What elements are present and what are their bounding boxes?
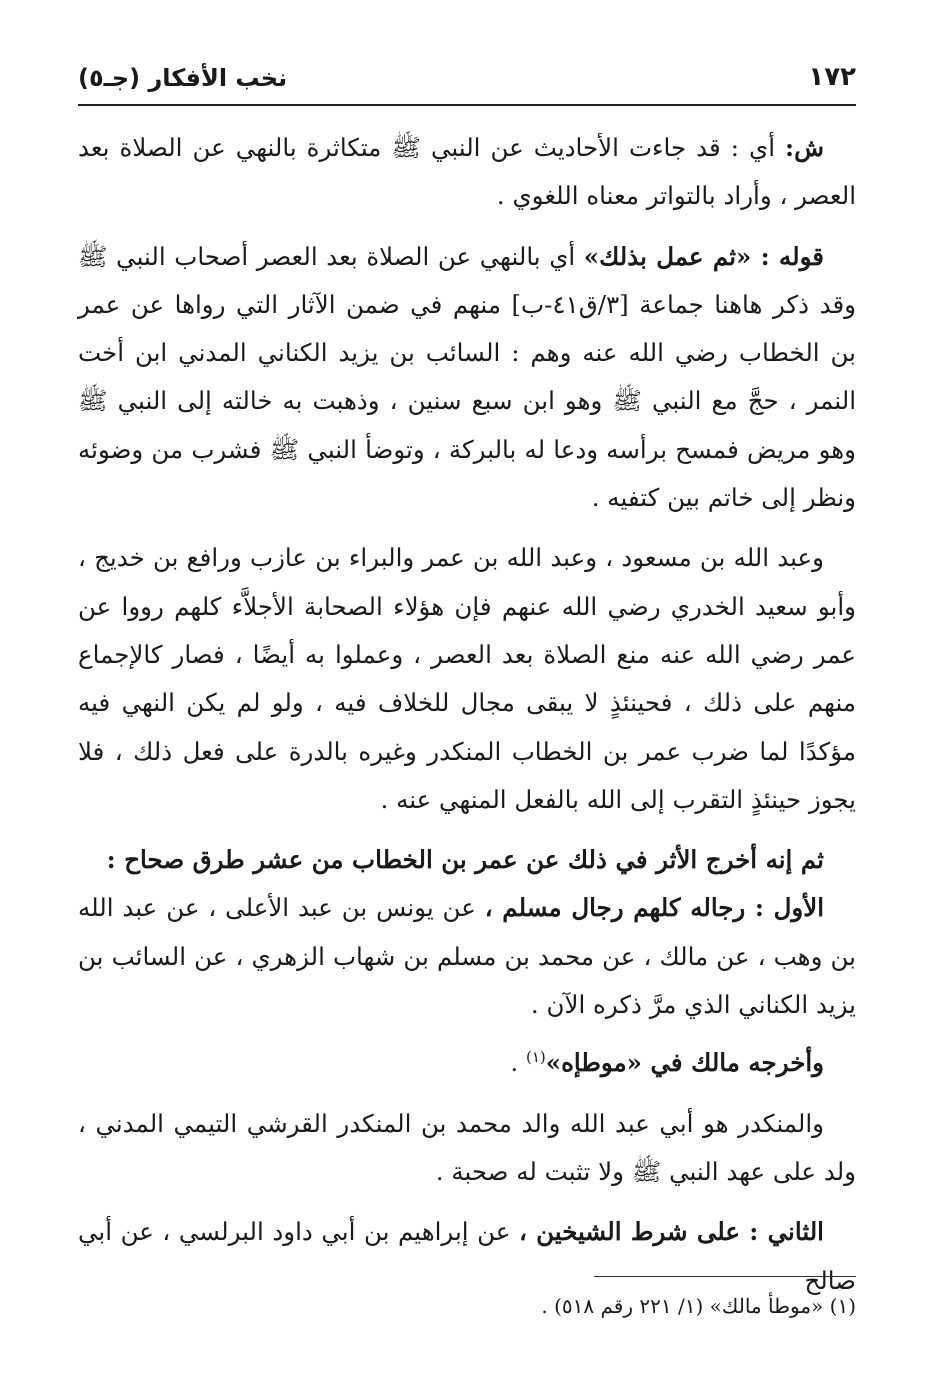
section-heading-text: ثم إنه أخرج الأثر في ذلك عن عمر بن الخطاب من عشر طرق صحاح :: [106, 845, 824, 875]
running-title: نخب الأفكار (جـ٥): [78, 64, 288, 92]
paragraph-lead: الأول : رجاله كلهم رجال مسلم ،: [484, 893, 824, 923]
paragraph-companions: [78, 534, 856, 824]
paragraph-text: وعبد الله بن مسعود ، وعبد الله بن عمر والبراء بن عازب ورافع بن خديج ، وأبو سعيد الخدري رضي الله عنهم فإن هؤلاء الصحابة الأجلاَّء كلهم رووا عن عمر رضي الله عنه منع الصلاة بعد العصر ، وعملوا به أيضًا ، فصار كالإجماع منهم على ذلك ، فحينئذٍ لا يبقى مجال للخلاف فيه ، ولو لم يكن النهي فيه مؤكدًا لما ضرب عمر بن الخطاب المنكدر وغيره بالدرة على فعل ذلك ، فلا يجوز حينئذٍ التقرب إلى الله بالفعل المنهي عنه .: [78, 543, 856, 814]
paragraph-munkadir: [78, 1100, 856, 1197]
paragraph-lead: وأخرجه مالك في «موطإه»: [545, 1048, 824, 1078]
paragraph-lead: الثاني : على شرط الشيخين ،: [518, 1217, 824, 1247]
footnote-rule: [594, 1276, 856, 1277]
paragraph-commentary: [78, 124, 856, 221]
header-rule: [78, 104, 856, 106]
paragraph-qawluhu: [78, 233, 856, 523]
paragraph-text: عن إبراهيم بن أبي داود البرلسي ، عن أبي صالح: [78, 1217, 856, 1295]
paragraph-first-chain: [78, 884, 856, 1029]
paragraph-text: عن يونس بن عبد الأعلى ، عن عبد الله بن وهب ، عن مالك ، عن محمد بن مسلم بن شهاب الزهري ، عن السائب بن يزيد الكناني الذي مرَّ ذكره الآن .: [78, 893, 856, 1020]
page-number: ١٧٢: [808, 62, 856, 92]
paragraph-lead: ش:: [785, 133, 824, 162]
page-header: [78, 56, 856, 100]
paragraph-text: .: [510, 1048, 526, 1078]
paragraph-text: أي بالنهي عن الصلاة بعد العصر أصحاب النبي ﷺ وقد ذكر هاهنا جماعة [٣/ق٤١-ب] منهم في ضمن الآثار التي رواها عن عمر بن الخطاب رضي الله عنه وهم : السائب بن يزيد الكناني المدني ابن أخت النمر ، حجَّ مع النبي ﷺ وهو ابن سبع سنين ، وذهبت به خالته إلى النبي ﷺ وهو مريض فمسح برأسه ودعا له بالبركة ، وتوضأ النبي ﷺ فشرب من وضوئه ونظر إلى خاتم بين كتفيه .: [78, 241, 856, 513]
page-body: [78, 124, 856, 1305]
paragraph-lead: قوله : «ثم عمل بذلك»: [583, 241, 824, 271]
section-heading: [78, 836, 856, 884]
book-page: [78, 56, 856, 1346]
paragraph-text: والمنكدر هو أبي عبد الله والد محمد بن المنكدر القرشي التيمي المدني ، ولد على عهد النبي ﷺ ولا تثبت له صحبة .: [78, 1108, 856, 1187]
footnote-ref[interactable]: (١): [526, 1048, 546, 1067]
paragraph-malik: [78, 1033, 856, 1087]
paragraph-text: أي : قد جاءت الأحاديث عن النبي ﷺ متكاثرة بالنهي عن الصلاة بعد العصر ، وأراد بالتواتر معناه اللغوي .: [78, 133, 856, 211]
footnote: (١) «موطأ مالك» (١/ ٢٢١ رقم ٥١٨) .: [541, 1294, 856, 1318]
